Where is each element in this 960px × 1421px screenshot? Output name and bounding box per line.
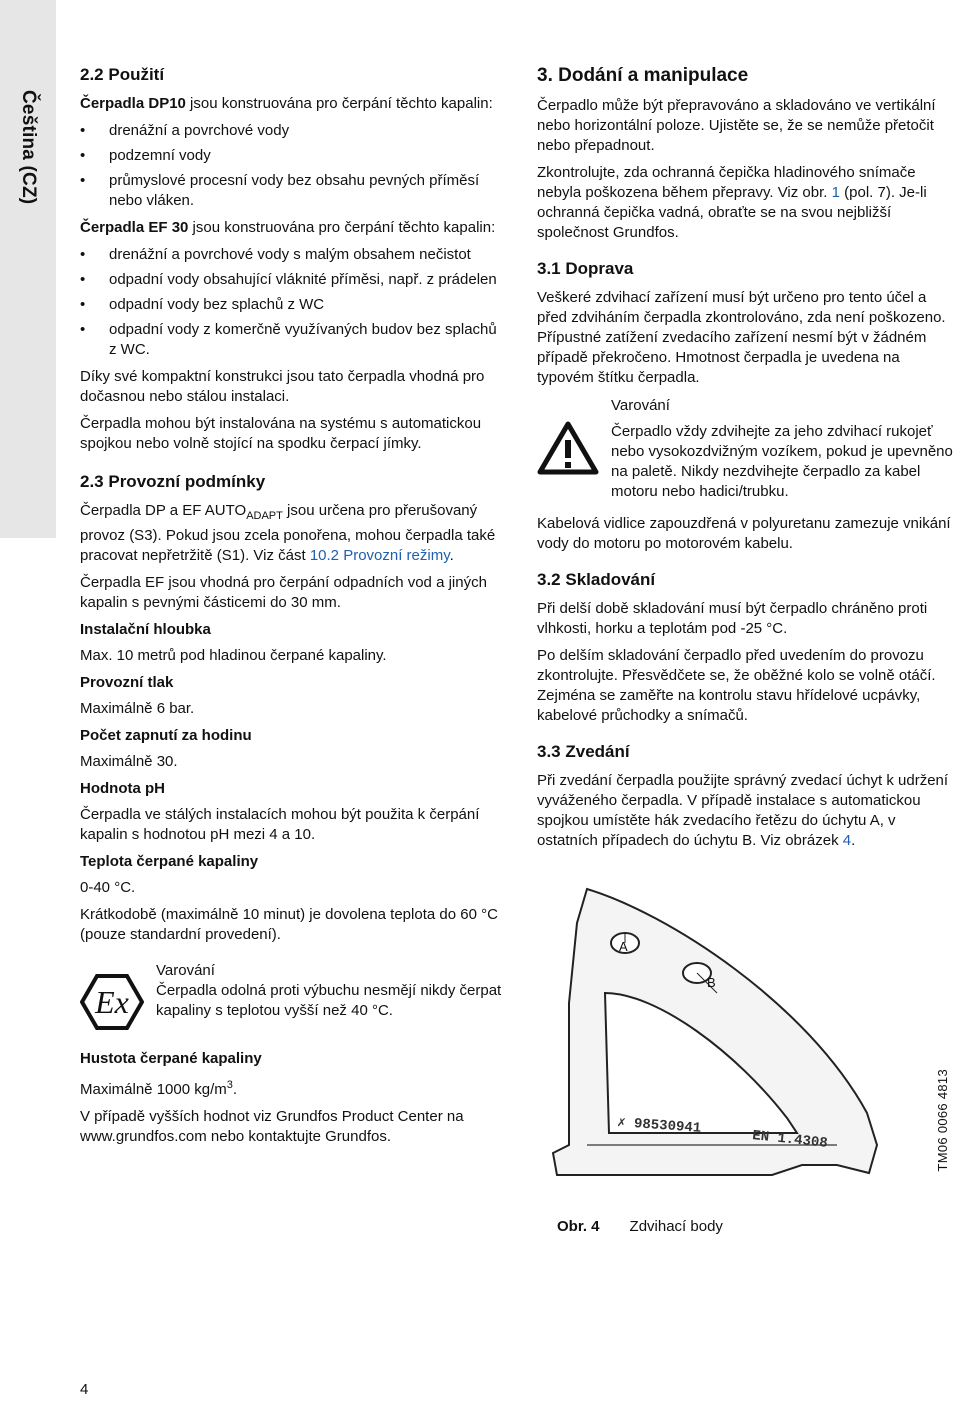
page-number: 4: [80, 1381, 89, 1398]
pressure-text: Maximálně 6 bar.: [80, 700, 195, 717]
section-2-2-heading: 2.2 Použití: [80, 65, 165, 84]
svg-text:Ex: Ex: [95, 984, 129, 1020]
section-3-3-heading: 3.3 Zvedání: [537, 742, 630, 761]
dp10-list: [80, 121, 504, 211]
lifting-warning: [537, 396, 955, 502]
starts-heading: Počet zapnutí za hodinu: [80, 727, 252, 744]
list-item: • drenážní a povrchové vody: [80, 121, 504, 141]
lifting-equipment-paragraph: Veškeré zdvihací zařízení musí být určeno pro tento účel a před zdviháním čerpadla zkontrolováno, zda není poškozeno. Přípustné zatížení zvedacího zařízení nesmí být v žádném případě překročeno. Hmotnost čerpadla je uvedena na typovém štítku čerpadla.: [537, 289, 946, 386]
list-item: • odpadní vody bez splachů z WC: [80, 295, 504, 315]
figure-caption: [537, 1217, 955, 1237]
coupling-paragraph: Čerpadla mohou být instalována na systému s automatickou spojkou nebo volně stojící na spodku čerpací jímky.: [80, 415, 482, 452]
temperature-text: 0-40 °C.: [80, 879, 136, 896]
stamp-serial: ✗ 98530941: [616, 1115, 702, 1137]
technical-drawing-code: TM06 0066 4813: [935, 1069, 950, 1172]
ph-heading: Hodnota pH: [80, 780, 165, 797]
right-column: [537, 64, 955, 1237]
list-item: • podzemní vody: [80, 146, 504, 166]
transport-position-paragraph: Čerpadlo může být přepravováno a skladováno ve vertikální nebo horizontální poloze. Ujistěte se, že se nemůže přetočit nebo přepadnout.: [537, 97, 936, 154]
section-3-2-heading: 3.2 Skladování: [537, 570, 656, 589]
dp10-intro: Čerpadla DP10 jsou konstruována pro čerpání těchto kapalin:: [80, 95, 493, 112]
label-b: B: [707, 975, 716, 990]
lifting-paragraph: Při zvedání čerpadla použijte správný zvedací úchyt k udržení vyváženého čerpadla. V případě instalace s automatickou spojkou umístěte hák zvedacího řetězu do úchytu A, v ostatních případech do úchytu B. Viz obrázek 4.: [537, 772, 949, 849]
figure-4: [537, 873, 955, 1213]
density-more: V případě vyšších hodnot viz Grundfos Product Center na www.grundfos.com nebo kontaktujte Grundfos.: [80, 1108, 464, 1145]
pressure-heading: Provozní tlak: [80, 674, 174, 691]
section-3-heading: 3. Dodání a manipulace: [537, 65, 749, 86]
cable-plug-paragraph: Kabelová vidlice zapouzdřená v polyuretanu zamezuje vnikání vody do motoru po motorovém kabelu.: [537, 515, 951, 552]
warning-text: Čerpadlo vždy zdvihejte za jeho zdvihací rukojeť nebo vysokozdvižným vozíkem, pokud je upevněno na paletě. Nikdy nezdvihejte čerpadlo za kabel motoru nebo hadici/trubku.: [611, 423, 953, 500]
sensor-cap-paragraph: Zkontrolujte, zda ochranná čepička hladinového snímače nebyla poškozena během přepravy. Viz obr. 1 (pol. 7). Je-li ochranná čepička vadná, obraťte se na svou nejbližší společnost Grundfos.: [537, 164, 927, 241]
warning-title: Varování: [611, 397, 670, 414]
ef-wastewater-paragraph: Čerpadla EF jsou vhodná pro čerpání odpadních vod a jiných kapalin s pevnými částicemi do 30 mm.: [80, 574, 487, 611]
list-item: • drenážní a povrchové vody s malým obsahem nečistot: [80, 245, 504, 265]
installation-paragraph: Díky své kompaktní konstrukci jsou tato čerpadla vhodná pro dočasnou nebo stálou instalaci.: [80, 368, 485, 405]
side-language-label: Čeština (CZ): [18, 90, 39, 205]
figure-1-link[interactable]: 1: [831, 184, 840, 201]
temperature-heading: Teplota čerpané kapaliny: [80, 853, 259, 870]
list-item: • průmyslové procesní vody bez obsahu pevných příměsí nebo vláken.: [80, 171, 504, 211]
operation-mode-link[interactable]: 10.2 Provozní režimy: [309, 547, 450, 564]
ex-explosion-icon: [80, 961, 156, 1037]
ef30-intro: Čerpadla EF 30 jsou konstruována pro čerpání těchto kapalin:: [80, 219, 496, 236]
warning-triangle-icon: [537, 396, 611, 502]
depth-heading: Instalační hloubka: [80, 621, 211, 638]
side-language-tab: [0, 0, 56, 538]
storage-paragraph: Při delší době skladování musí být čerpadlo chráněno proti vlhkosti, horku a teplotám pod -25 °C.: [537, 600, 928, 637]
figure-4-link[interactable]: 4: [842, 832, 852, 849]
figure-number: Obr. 4: [557, 1218, 600, 1235]
section-2-3-heading: 2.3 Provozní podmínky: [80, 472, 266, 491]
starts-text: Maximálně 30.: [80, 753, 178, 770]
ph-text: Čerpadla ve stálých instalacích mohou být použita k čerpání kapalin s hodnotou pH mezi 4 a 10.: [80, 806, 480, 843]
explosion-warning: [80, 961, 504, 1037]
after-storage-paragraph: Po delším skladování čerpadlo před uvedením do provozu zkontrolujte. Přesvědčete se, že oběžné kolo se volně otáčí. Zejména se zaměřte na kontrolu stavu hřídelové ucpávky, kabelové průchodky a snímačů.: [537, 647, 936, 724]
list-item: • odpadní vody z komerčně využívaných budov bez splachů z WC.: [80, 320, 504, 360]
operation-paragraph: Čerpadla DP a EF $AUTO_{ADAPT}$ jsou určena pro přerušovaný provoz (S3). Pokud jsou zcela ponořena, mohou čerpadla také pracovat nepřetržitě (S1). Viz část 10.2 Provozní režimy.: [80, 502, 496, 564]
label-a: A: [619, 939, 628, 954]
list-item: • odpadní vody obsahující vláknité příměsi, např. z prádelen: [80, 270, 504, 290]
section-3-1-heading: 3.1 Doprava: [537, 259, 634, 278]
density-text: Maximálně 1000 $kg/m^3$.: [80, 1079, 238, 1098]
density-heading: Hustota čerpané kapaliny: [80, 1050, 262, 1067]
figure-title: Zdvihací body: [629, 1218, 723, 1235]
stamp-material: EN 1.4308: [751, 1128, 829, 1152]
depth-text: Max. 10 metrů pod hladinou čerpané kapaliny.: [80, 647, 387, 664]
lifting-points-drawing: [547, 883, 927, 1183]
left-column: [80, 64, 504, 1154]
warning-title: Varování: [156, 962, 215, 979]
warning-text: Čerpadla odolná proti výbuchu nesmějí nikdy čerpat kapaliny s teplotou vyšší než 40 °C.: [156, 982, 502, 1019]
ef30-list: [80, 245, 504, 360]
temperature-short-term: Krátkodobě (maximálně 10 minut) je dovolena teplota do 60 °C (pouze standardní provedení).: [80, 906, 498, 943]
